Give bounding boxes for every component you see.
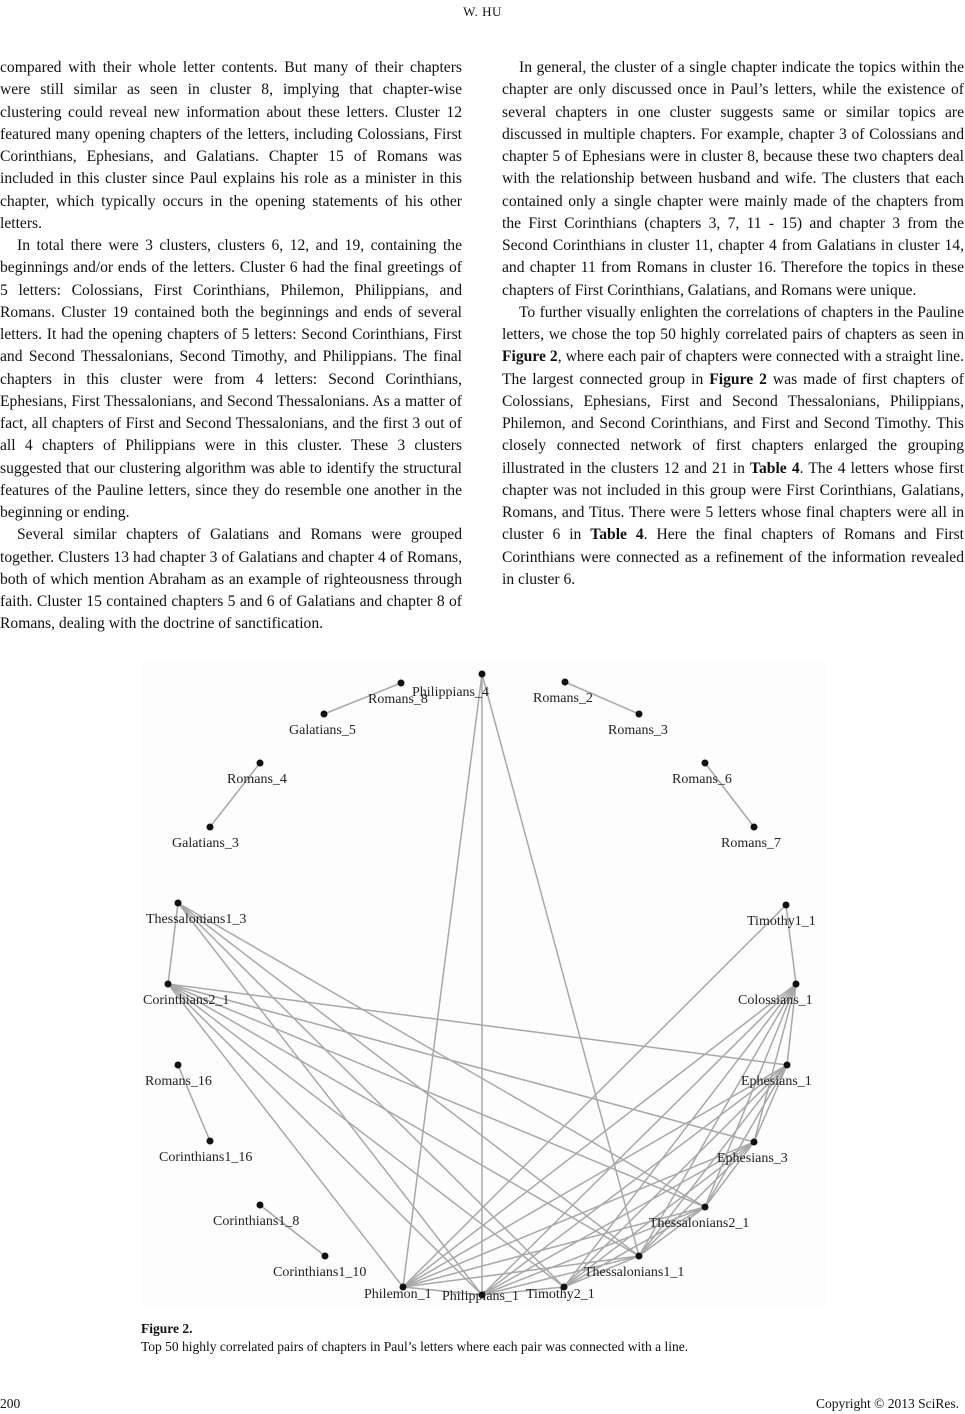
edge-line [168,984,482,1295]
node-dot [321,711,328,718]
node-label: Ephesians_1 [741,1074,812,1089]
edge-line [403,1142,754,1287]
right-column [502,57,964,591]
text-run: . Here the final chapters of Romans and First Corinthians were connected as a refinement of the information revealed in cluster 6. [502,526,965,588]
node-dot [751,824,758,831]
edge-line [178,903,564,1287]
copyright: Copyright © 2013 SciRes. [815,1396,959,1411]
table-reference: Table 4 [590,526,644,544]
node-label: Corinthians1_8 [213,1214,300,1229]
edge-line [168,984,705,1207]
paragraph: compared with their whole letter contents. But many of their chapters were still similar as seen in cluster 8, implying that chapter-wise clustering could reveal new information about these letters. Cluster 12 featured many opening chapters of the letters, including Colossians, First Corinthians, Ephesians, and Galatians. Chapter 15 of Romans was included in this cluster since Paul explains his role as a minister in this chapter, which typically occurs in the opening statements of his other letters. [0,59,462,232]
node-dot [793,981,800,988]
node-dot [783,902,790,909]
node-label: Corinthians2_1 [143,993,230,1008]
node-label: Thessalonians1_3 [146,912,247,927]
edge-line [168,984,403,1287]
node-dot [175,900,182,907]
edge-line [403,1065,787,1287]
node-label: Romans_16 [145,1074,212,1089]
paragraph [502,302,964,591]
node-dot [636,711,643,718]
node-label: Romans_3 [608,723,668,738]
left-column [0,57,462,636]
node-dot [398,680,405,687]
edge-line [260,1205,325,1256]
edge-line [482,674,639,1256]
network-figure [140,662,828,1308]
network-graph [140,662,828,1308]
node-dot [479,671,486,678]
edge-line [403,674,482,1287]
node-label: Romans_4 [227,772,287,787]
node-dot [784,1062,791,1069]
node-dot [207,1138,214,1145]
paragraph: In general, the cluster of a single chapter indicate the topics within the chapter are only discussed once in Paul’s letters, while the existence of several chapters in one cluster suggests same or similar topics are discussed in multiple chapters. For example, chapter 3 of Colossians and chapter 5 of Ephesians were in cluster 8, because these two chapters deal with the relationship between husband and wife. The clusters that each contained only a single chapter were mainly made of the chapters from the First Corinthians (chapters 3, 7, 11 - 15) and chapter 3 from the Second Corinthians in cluster 11, chapter 4 from Galatians in cluster 14, and chapter 11 from Romans in cluster 16. Therefore the topics in these chapters of First Corinthians, Galatians, and Romans were unique. [502,59,964,299]
node-label: Timothy1_1 [747,914,816,929]
edge-line [564,1065,787,1287]
node-label: Romans_8 [368,692,428,707]
edge-line [178,903,705,1207]
node-dot [702,1204,709,1211]
node-label: Romans_7 [721,836,781,851]
node-label: Thessalonians1_1 [584,1265,685,1280]
figure-caption-label: Figure 2. [141,1321,193,1336]
node-label: Philippians_4 [412,685,490,700]
paragraph: In total there were 3 clusters, clusters 6, 12, and 19, containing the beginnings and/or ends of the letters. Cluster 6 had the final greetings of 5 letters: Colossians, First Corinthians, Philemon, Philippians, and Romans. Cluster 19 contained both the beginnings and ends of several letters. It had the opening chapters of 5 letters: Second Corinthians, First and Second Thessalonians, Second Timothy, and Philippians. The final chapters in this cluster were from 4 letters: Second Corinthians, Ephesians, First Thessalonians, and Second Thessalonians. As a matter of fact, all chapters of First and Second Thessalonians, and the first 3 out of all 4 chapters of Philippians were in this cluster. These 3 clusters suggested that our clustering algorithm was able to identify the structural features of the Pauline letters, since they do resemble one another in the beginning or ending. [0,237,462,521]
node-dot [257,760,264,767]
node-dot [165,981,172,988]
node-label: Corinthians1_10 [273,1265,367,1280]
text-run: , where each pair of chapters were connected with a straight line. The largest connected group in [502,348,964,388]
node-dot [702,760,709,767]
edge-line [178,903,482,1295]
node-label: Romans_2 [533,691,593,706]
node-dot [322,1253,329,1260]
node-label: Philemon_1 [364,1287,432,1302]
node-label: Ephesians_3 [717,1151,788,1166]
figure-caption-text: Top 50 highly correlated pairs of chapters in Paul’s letters where each pair was connected with a line. [141,1339,689,1354]
node-label: Galatians_5 [289,723,356,738]
node-label: Colossians_1 [738,993,813,1008]
node-label: Timothy2_1 [526,1287,595,1302]
node-label: Corinthians1_16 [159,1150,253,1165]
node-dot [562,679,569,686]
node-dot [257,1202,264,1209]
text-run: . The 4 letters whose first chapter was not included in this group were First Corinthians, Galatians, Romans, and Titus. There were 5 letters whose final chapters were all in cluster 6 in [502,459,964,544]
node-label: Romans_6 [672,772,732,787]
edge-line [168,984,564,1287]
running-head: W. HU [463,4,502,19]
page-number: 200 [0,1396,21,1411]
node-dot [636,1253,643,1260]
node-dot [751,1139,758,1146]
edge-line [178,903,639,1256]
edge-line [168,984,754,1142]
figure-reference: Figure 2 [502,348,558,366]
paragraph: Several similar chapters of Galatians and Romans were grouped together. Clusters 13 had chapter 3 of Galatians and chapter 4 of Romans, both of which mention Abraham as an example of righteousness through faith. Cluster 15 contained chapters 5 and 6 of Galatians and chapter 8 of Romans, dealing with the doctrine of sanctification. [0,526,462,633]
edge-layer [168,674,796,1295]
node-dot [207,824,214,831]
text-run: To further visually enlighten the correlations of chapters in the Pauline letters, we chose the top 50 highly correlated pairs of chapters as seen in [502,303,964,343]
node-dot [175,1062,182,1069]
table-reference: Table 4 [750,459,800,477]
text-run: was made of first chapters of Colossians, Ephesians, First and Second Thessalonians, Philippians, Philemon, and Second Corinthians, and First and Second Timothy. This closely connected network of first chapters enlarged the grouping illustrated in the clusters 12 and 21 in [502,370,964,477]
figure-caption [141,1320,881,1356]
figure-reference: Figure 2 [709,370,767,388]
node-label: Philippians_1 [442,1289,520,1304]
edge-line [705,984,796,1207]
node-label: Thessalonians2_1 [649,1216,750,1231]
node-label: Galatians_3 [172,836,239,851]
edge-line [482,1065,787,1295]
